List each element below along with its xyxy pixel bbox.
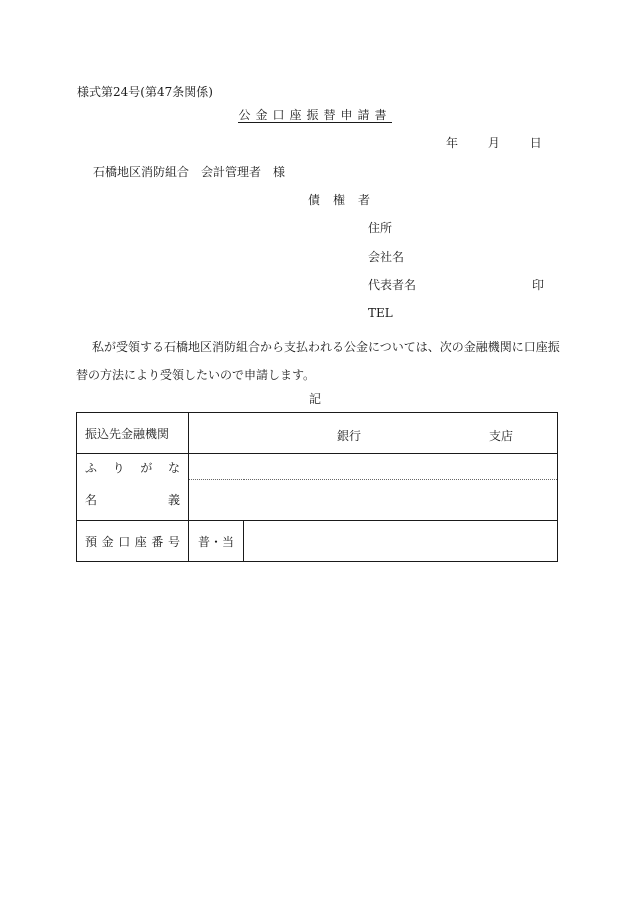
date-month: 月 [487,136,500,150]
form-number: 様式第24号(第47条関係) [77,85,213,99]
furigana-input-cell[interactable] [189,454,558,480]
account-label-char: 金 [101,534,114,549]
application-statement: 私が受領する石橋地区消防組合から支払われる公金については、次の金融機関に口座振替の方法により受領したいので申請します。 [76,340,560,382]
account-name-input-cell[interactable] [189,480,558,521]
bank-word: 銀行 [337,429,362,443]
account-number-label-cell [77,521,189,562]
account-number-row [77,521,558,562]
holder-label-cell [77,454,189,521]
name-char: 名 [85,493,98,507]
seal-mark: 印 [532,278,545,292]
date-line [446,137,542,149]
account-type-cell[interactable] [189,521,244,562]
branch-word: 支店 [489,429,514,443]
date-year: 年 [446,136,459,150]
company-label: 会社名 [368,250,405,264]
creditor-heading: 債権者 [308,193,384,207]
account-type-label: 普・当 [197,534,234,549]
document-title-text: 公金口座振替申請書 [238,108,392,122]
bank-input-cell[interactable] [189,413,558,454]
account-table [76,412,558,562]
furigana-char: り [112,460,125,475]
addressee: 石橋地区消防組合 会計管理者 様 [93,165,286,179]
bank-label-cell [77,413,189,454]
tel-label: TEL [368,306,393,320]
name-char: 義 [167,493,180,507]
furigana-char: な [167,460,180,475]
furigana-char: が [140,460,153,475]
document-title [0,109,630,123]
account-label-char: 座 [134,534,147,549]
representative-label: 代表者名 [368,278,417,292]
date-day: 日 [529,136,542,150]
furigana-row [77,454,558,480]
account-label-char: 預 [85,534,98,549]
memo-mark: 記 [308,392,321,406]
furigana-char: ふ [85,460,98,475]
bank-row [77,413,558,454]
account-label-char: 号 [167,534,180,549]
account-label-char: 口 [118,534,131,549]
address-label: 住所 [368,221,393,235]
account-label-char: 番 [151,534,164,549]
account-number-input-cell[interactable] [244,521,558,562]
bank-label: 振込先金融機関 [85,426,170,441]
